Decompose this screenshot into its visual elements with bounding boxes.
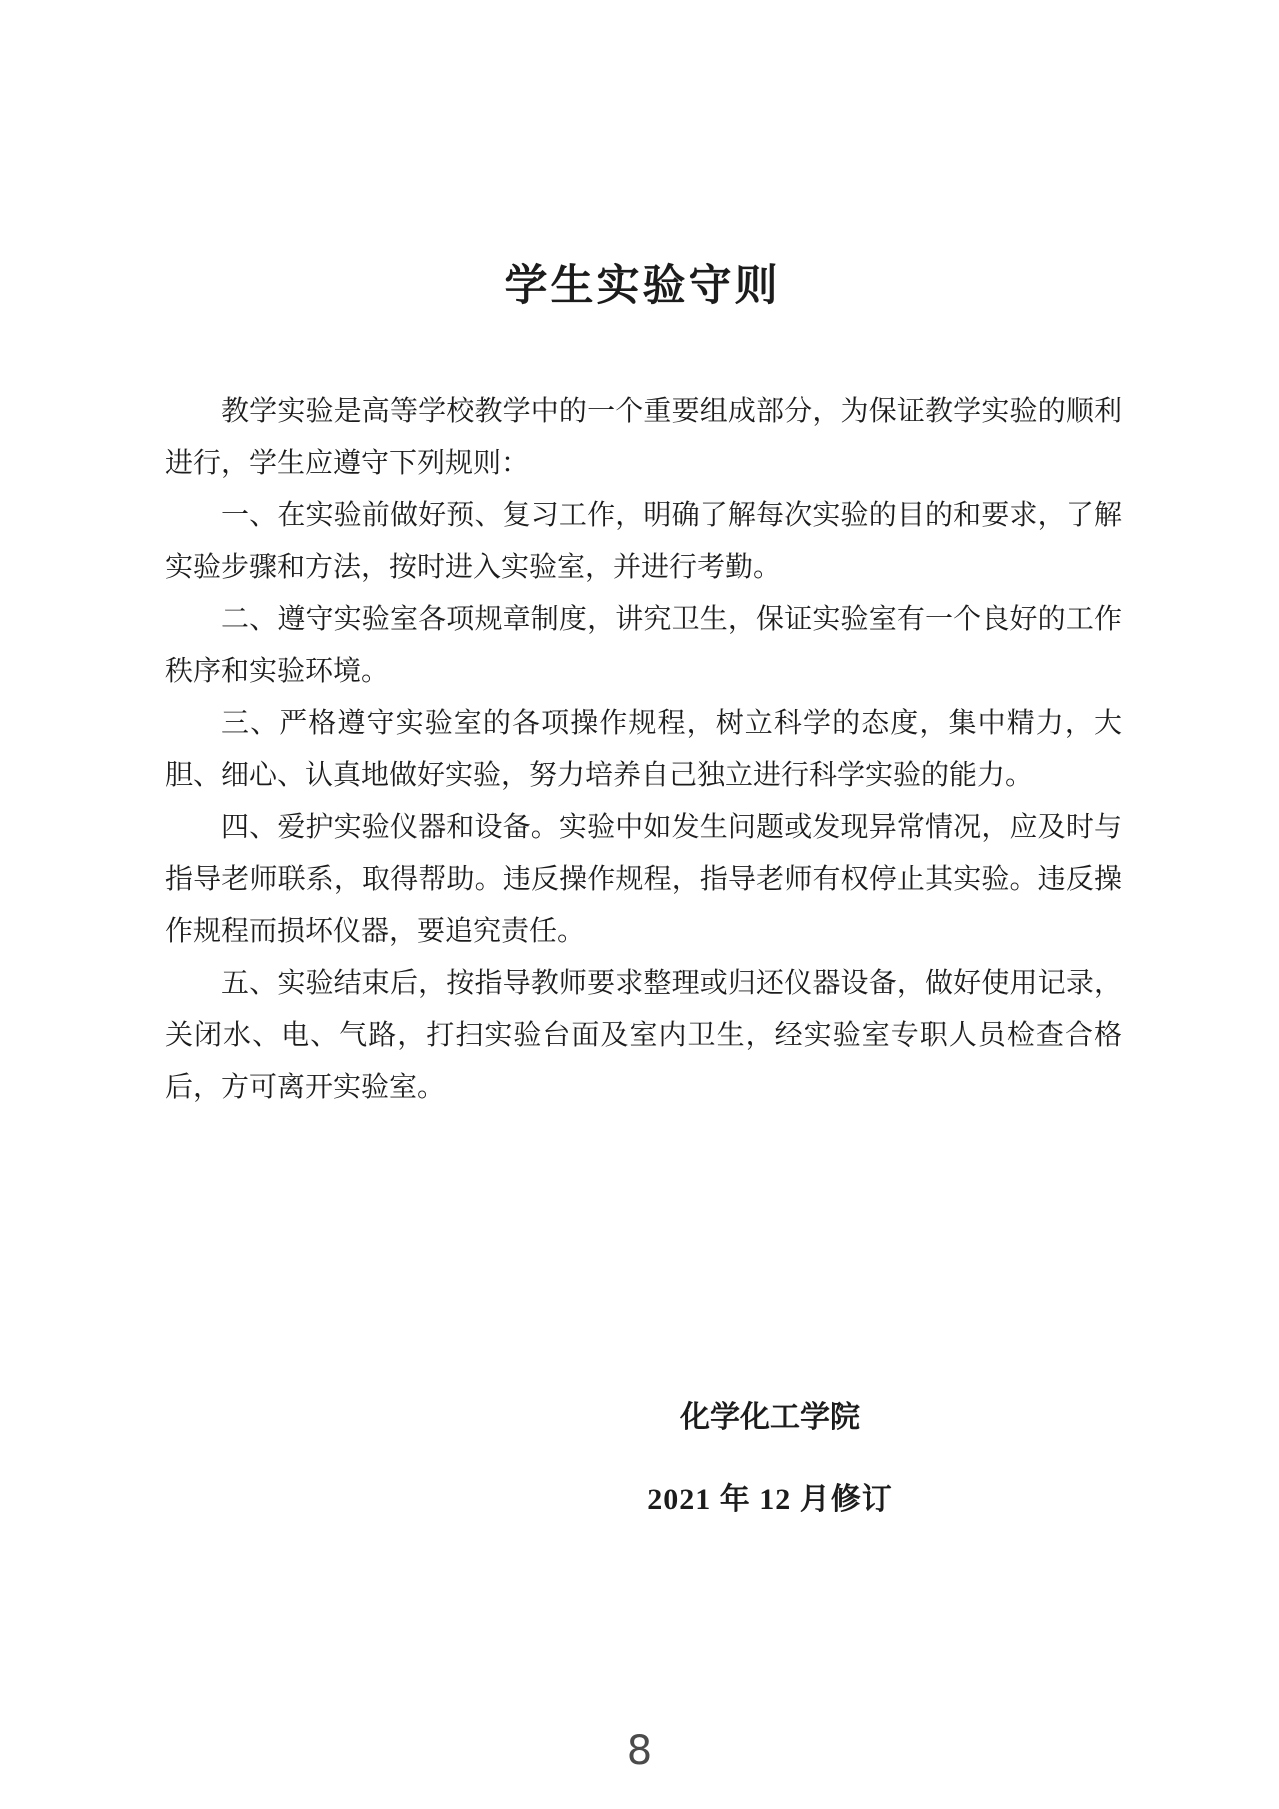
- rule-paragraph-1: 一、在实验前做好预、复习工作，明确了解每次实验的目的和要求，了解实验步骤和方法，按时进入实验室，并进行考勤。: [165, 500, 1122, 583]
- document-body: [165, 386, 1122, 1114]
- page-number: 8: [626, 1728, 653, 1774]
- rule-paragraph-2: 二、遵守实验室各项规章制度，讲究卫生，保证实验室有一个良好的工作秩序和实验环境。: [165, 604, 1122, 687]
- signature-block: [165, 1392, 1120, 1518]
- rule-paragraph-4: 四、爱护实验仪器和设备。实验中如发生问题或发现异常情况，应及时与指导老师联系，取得帮助。违反操作规程，指导老师有权停止其实验。违反操作规程而损坏仪器，要追究责任。: [165, 812, 1122, 947]
- signature-revision-date: 2021 年 12 月修订: [647, 1483, 893, 1516]
- signature-organization: 化学化工学院: [680, 1401, 860, 1434]
- intro-paragraph: 教学实验是高等学校教学中的一个重要组成部分，为保证教学实验的顺利进行，学生应遵守下列规则：: [165, 396, 1122, 479]
- rule-paragraph-5: 五、实验结束后，按指导教师要求整理或归还仪器设备，做好使用记录，关闭水、电、气路，打扫实验台面及室内卫生，经实验室专职人员检查合格后，方可离开实验室。: [165, 968, 1122, 1103]
- page-title: 学生实验守则: [504, 263, 781, 310]
- rule-paragraph-3: 三、严格遵守实验室的各项操作规程，树立科学的态度，集中精力，大胆、细心、认真地做好实验，努力培养自己独立进行科学实验的能力。: [165, 708, 1122, 791]
